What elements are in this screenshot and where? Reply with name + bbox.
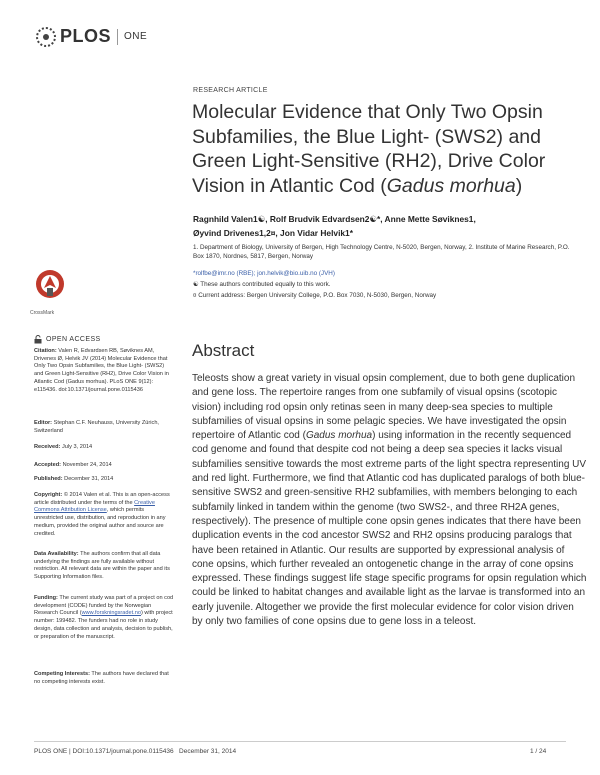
citation-label: Citation: — [34, 348, 57, 354]
page-number: 1 / 24 — [530, 748, 547, 755]
open-lock-icon — [34, 335, 42, 344]
license-link[interactable]: Creative Commons Attribution License — [34, 499, 155, 514]
abstract-species: Gadus morhua — [305, 430, 373, 442]
data-availability-text: The authors confirm that all data underlying the findings are fully available without restriction. All relevant data are within the paper and its Supporting Information files. — [34, 551, 170, 581]
abstract-text — [192, 372, 587, 629]
article-type: RESEARCH ARTICLE — [193, 87, 268, 94]
corresponding-emails[interactable]: *rolfbe@imr.no (RBE); jon.helvik@bio.uib.no (JVH) — [193, 270, 335, 277]
funding-text-1: The current study was part of a project on cod development (CODE) funded by the Norwegian Research Council ( — [34, 595, 174, 617]
data-availability-label: Data Availability: — [34, 551, 79, 557]
citation-block — [34, 348, 174, 394]
published-date: December 31, 2014 — [64, 476, 114, 482]
logo-main-text: PLOS — [60, 26, 112, 46]
funding-block — [34, 595, 174, 641]
title-italic: Gadus morhua — [386, 174, 516, 197]
accepted-label: Accepted: — [34, 462, 62, 468]
competing-interests-block — [34, 671, 174, 686]
accepted-date: November 24, 2014 — [62, 462, 112, 468]
editor-text: Stephan C.F. Neuhauss, University Zürich, Switzerland — [34, 420, 159, 434]
funding-link[interactable]: www.forskningsradet.no — [81, 610, 141, 617]
plos-logo-icon — [36, 27, 56, 47]
published-label: Published: — [34, 476, 63, 482]
crossmark-label: CrossMark — [30, 310, 55, 316]
abstract-heading: Abstract — [192, 341, 255, 360]
authors-line-2: Øyvind Drivenes1,2¤, Jon Vidar Helvik1* — [193, 228, 353, 238]
competing-interests-label: Competing Interests: — [34, 671, 90, 677]
editor-block — [34, 420, 174, 435]
title-end: ) — [515, 174, 523, 197]
copyright-text-1: © 2014 Valen et al. This is an open-access article distributed under the terms of the — [34, 492, 170, 506]
citation-text: Valen R, Edvardsen RB, Søviknes AM, Drivenes Ø, Helvik JV (2014) Molecular Evidence that Only Two Opsin Subfamilies, the Blue Light- (SWS2) and Green Light-Sensitive (RH2), Drive Color Vision in Atlantic Cod (Gadus morhua). PLoS ONE 9(12): e115436. doi:10.1371/journal.pone.0115436 — [34, 348, 169, 393]
received-date: July 3, 2014 — [62, 444, 93, 450]
logo-divider — [117, 29, 118, 45]
abstract-part-2: ) using information in the recently sequenced cod genome and found that despite cod not being a deep sea species it lacks visual subfamilies sensitive towards the most extreme parts of the light spectra representing UV and red light. Furthermore, we find that Atlantic cod has duplicated paralogs of both blue-sensitive SWS2 and green-sensitive RH2 subfamilies, with members belonging to each subfamily linked in tandem within the genome (two SWS2-, and three RH2A genes, respectively). The presence of multiple cone opsin genes indicates that there have been duplication events in the cod ancestor SWS2 and RH2 opsins producing paralogs that have been retained in Atlantic. Our results are supported by expressional analysis of cone opsins, which further revealed an ontogenetic change in the array of cone opsins expressed. These findings suggest life stage specific programs for opsin regulation which could be linked to habitat changes and available light as the larvae is transformed into an early juvenile. Altogether we provide the first molecular evidence for color vision driven by only two families of cone opsins due to gene loss in a teleost. — [192, 430, 587, 628]
copyright-label: Copyright: — [34, 492, 63, 498]
received-label: Received: — [34, 444, 61, 450]
open-access-badge — [34, 335, 101, 344]
competing-interests-text: The authors have declared that no competing interests exist. — [34, 671, 169, 685]
affiliations: 1. Department of Biology, University of Bergen, High Technology Centre, N-5020, Bergen, Norway, 2. Institute of Marine Research, P.O. Box 1870, Nordnes, 5817, Bergen, Norway — [193, 244, 570, 260]
published-block — [34, 476, 174, 484]
journal-logo — [36, 26, 147, 47]
footer-citation: PLOS ONE | DOI:10.1371/journal.pone.0115436 December 31, 2014 — [34, 748, 237, 755]
authors-line-1: Ragnhild Valen1☯, Rolf Brudvik Edvardsen2☯*, Anne Mette Søviknes1, — [193, 214, 476, 224]
funding-label: Funding: — [34, 595, 58, 601]
received-block — [34, 444, 174, 452]
accepted-block — [34, 462, 174, 470]
crossmark-icon[interactable] — [34, 268, 66, 308]
editor-label: Editor: — [34, 420, 53, 426]
copyright-text-2: , which permits unrestricted use, distribution, and reproduction in any medium, provided the original author and source are credited. — [34, 507, 166, 537]
equal-contribution-note: ☯ These authors contributed equally to this work. — [193, 281, 331, 288]
funding-text-2: ) with project number: 199482. The funders had no role in study design, data collection and analysis, decision to publish, or preparation of the manuscript. — [34, 610, 173, 640]
logo-sub-text: ONE — [124, 31, 148, 42]
footer-divider — [34, 741, 566, 742]
article-title — [192, 100, 582, 198]
data-availability-block — [34, 551, 174, 582]
current-address-note: ¤ Current address: Bergen University College, P.O. Box 7030, N-5030, Bergen, Norway — [193, 292, 437, 299]
copyright-block — [34, 492, 174, 538]
author-list — [193, 212, 573, 240]
title-main: Molecular Evidence that Only Two Opsin Subfamilies, the Blue Light- (SWS2) and Green Light-Sensitive (RH2), Drive Color Vision in Atlantic Cod ( — [192, 101, 546, 197]
abstract-part-1: Teleosts show a great variety in visual opsin complement, due to both gene duplication and gene loss. The repertoire ranges from one subfamily of visual opsins (scotopic vision) including rod opsin only retinas seen in many deep-sea species to multiple subfamilies of visual opsins in some pelagic species. We have investigated the opsin repertoire of Atlantic cod ( — [192, 373, 576, 442]
open-access-label: OPEN ACCESS — [46, 336, 101, 343]
